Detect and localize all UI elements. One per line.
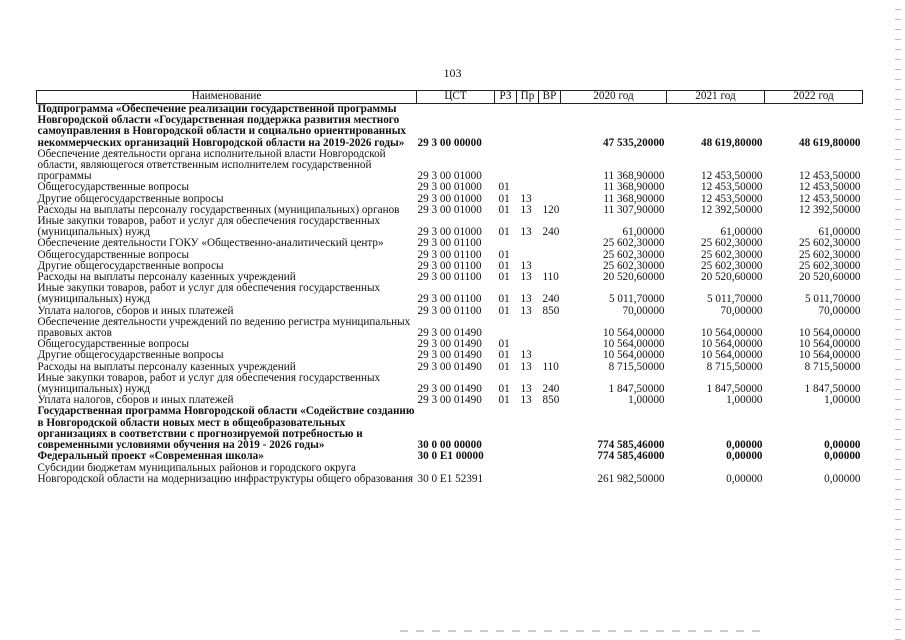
header-cst: ЦСТ: [417, 91, 495, 104]
row-vr: 240: [542, 383, 560, 396]
row-name: Федеральный проект «Современная школа»: [37, 450, 264, 463]
row-vr: [539, 451, 561, 462]
row-value-2022: 12 453,50000: [798, 192, 861, 205]
row-vr: 110: [542, 271, 559, 284]
header-2022: 2022 год: [765, 91, 863, 104]
row-vr: 240: [542, 226, 560, 239]
row-value-2021: 12 392,50000: [700, 203, 763, 216]
row-rz: 01: [498, 338, 510, 351]
row-value-2021: 1,00000: [726, 394, 763, 407]
row-pr: 13: [520, 203, 532, 216]
row-value-2021: 25 602,30000: [700, 259, 763, 272]
row-rz: 01: [498, 293, 510, 306]
row-cst: 30 0 00 00000: [417, 439, 482, 452]
row-value-2022: 25 602,30000: [798, 248, 861, 261]
row-vr: [539, 350, 561, 361]
row-pr: 13: [520, 349, 532, 362]
row-vr: [539, 463, 561, 485]
row-cst: 29 3 00 01000: [417, 170, 482, 183]
table-body: [37, 104, 863, 485]
row-name: Общегосударственные вопросы: [37, 181, 190, 194]
row-name: Подпрограмма «Обеспечение реализации государственной программы Новгородской области «Государственная поддержка развития местного самоуправления в Новгородской области и социально ориентированных некоммерческих организаций Новгородской области на 2019-2026 годы»: [37, 103, 407, 149]
row-cst: 29 3 00 01000: [417, 226, 482, 239]
header-pr: Пр: [517, 91, 539, 104]
row-cst: 29 3 00 00000: [417, 136, 482, 149]
row-value-2020: 10 564,00000: [602, 338, 665, 351]
row-value-2022: 25 602,30000: [798, 259, 861, 272]
table-row: [37, 283, 863, 305]
row-value-2020: 25 602,30000: [602, 259, 665, 272]
row-value-2022: 8 715,50000: [804, 360, 861, 373]
row-cst: 30 0 E1 00000: [417, 450, 484, 463]
row-value-2022: 12 453,50000: [798, 181, 861, 194]
row-value-2021: 12 453,50000: [700, 170, 763, 183]
row-pr: [517, 182, 539, 193]
row-value-2021: 10 564,00000: [700, 338, 763, 351]
row-value-2021: 61,00000: [720, 226, 763, 239]
row-pr: [517, 149, 539, 183]
row-cst: 29 3 00 01490: [417, 349, 482, 362]
row-rz: 01: [498, 203, 510, 216]
row-name: Обеспечение деятельности учреждений по ведению регистра муниципальных правовых актов: [37, 315, 411, 340]
row-pr: 13: [520, 360, 532, 373]
row-name: Уплата налогов, сборов и иных платежей: [37, 394, 234, 407]
row-value-2022: 12 392,50000: [798, 203, 861, 216]
row-value-2022: 5 011,70000: [804, 293, 861, 306]
row-value-2021: 25 602,30000: [700, 237, 763, 250]
row-value-2020: 1,00000: [628, 394, 665, 407]
row-rz: [495, 463, 517, 485]
row-value-2022: 10 564,00000: [798, 349, 861, 362]
row-name: Иные закупки товаров, работ и услуг для обеспечения государственных (муниципальных) нужд: [37, 371, 381, 396]
row-cst: 29 3 00 01100: [417, 304, 482, 317]
table-row: [37, 373, 863, 395]
row-value-2021: 48 619,80000: [700, 136, 763, 149]
row-rz: [495, 149, 517, 183]
row-value-2022: 10 564,00000: [798, 327, 861, 340]
row-cst: 29 3 00 01100: [417, 248, 482, 261]
row-value-2021: 5 011,70000: [706, 293, 763, 306]
table-row: [37, 463, 863, 485]
row-value-2021: 1 847,50000: [706, 383, 763, 396]
row-vr: [539, 250, 561, 261]
header-rz: РЗ: [495, 91, 517, 104]
row-rz: 01: [498, 349, 510, 362]
row-value-2020: 8 715,50000: [608, 360, 665, 373]
scan-edge-marks: [895, 0, 901, 640]
row-name: Обеспечение деятельности органа исполнительной власти Новгородской области, являющегося ответственным исполнителем государственной программы: [37, 147, 386, 183]
row-cst: 29 3 00 01490: [417, 394, 482, 407]
row-rz: 01: [498, 271, 510, 284]
row-pr: 13: [520, 226, 532, 239]
table-row: [37, 104, 863, 149]
row-pr: [517, 104, 539, 149]
table-header-row: [37, 91, 863, 104]
row-cst: 29 3 00 01100: [417, 237, 482, 250]
table-row: [37, 317, 863, 339]
row-value-2020: 47 535,20000: [602, 136, 665, 149]
row-value-2021: 10 564,00000: [700, 327, 763, 340]
row-value-2020: 11 307,90000: [603, 203, 665, 216]
row-value-2022: 0,00000: [824, 439, 861, 452]
row-name: Субсидии бюджетам муниципальных районов и городского округа Новгородской области на модернизацию инфраструктуры общего образования: [37, 461, 414, 485]
row-pr: 13: [520, 271, 532, 284]
row-pr: 13: [520, 259, 532, 272]
row-name: Обеспечение деятельности ГОКУ «Общественно-аналитический центр»: [37, 237, 384, 250]
row-vr: [539, 149, 561, 183]
row-rz: 01: [498, 304, 510, 317]
row-cst: 30 0 E1 52391: [417, 472, 484, 485]
row-rz: 01: [498, 226, 510, 239]
row-value-2021: 8 715,50000: [706, 360, 763, 373]
row-value-2020: 261 982,50000: [597, 472, 665, 485]
row-pr: 13: [520, 304, 532, 317]
row-cst: 29 3 00 01100: [417, 293, 482, 306]
row-vr: [539, 339, 561, 350]
row-rz: 01: [498, 181, 510, 194]
row-name: Общегосударственные вопросы: [37, 248, 190, 261]
row-value-2020: 10 564,00000: [602, 327, 665, 340]
row-rz: 01: [498, 360, 510, 373]
scan-bottom-marks: [400, 630, 760, 632]
row-cst: 29 3 00 01000: [417, 192, 482, 205]
header-2021: 2021 год: [667, 91, 765, 104]
row-vr: 120: [542, 203, 560, 216]
row-value-2020: 11 368,90000: [603, 181, 665, 194]
row-value-2021: 25 602,30000: [700, 248, 763, 261]
table-row: [37, 149, 863, 183]
row-pr: [517, 406, 539, 451]
row-value-2021: 0,00000: [726, 439, 763, 452]
row-pr: 13: [520, 383, 532, 396]
table-row: [37, 238, 863, 249]
table-row: [37, 216, 863, 238]
row-value-2020: 10 564,00000: [602, 349, 665, 362]
row-pr: 13: [520, 394, 532, 407]
row-name: Уплата налогов, сборов и иных платежей: [37, 304, 234, 317]
row-value-2022: 20 520,60000: [798, 271, 861, 284]
row-value-2020: 25 602,30000: [602, 237, 665, 250]
row-value-2020: 774 585,46000: [597, 439, 665, 452]
row-vr: [539, 406, 561, 451]
row-name: Другие общегосударственные вопросы: [37, 349, 224, 362]
row-value-2020: 774 585,46000: [597, 450, 665, 463]
row-vr: [539, 317, 561, 339]
row-pr: 13: [520, 293, 532, 306]
budget-table: [36, 90, 863, 485]
row-value-2020: 11 368,90000: [603, 192, 665, 205]
row-value-2020: 20 520,60000: [602, 271, 665, 284]
row-value-2021: 0,00000: [726, 450, 763, 463]
row-vr: 110: [542, 360, 559, 373]
row-cst: 29 3 00 01000: [417, 203, 482, 216]
row-rz: [495, 451, 517, 462]
row-value-2020: 70,00000: [622, 304, 665, 317]
row-vr: 850: [542, 394, 560, 407]
page-number: 103: [443, 66, 462, 80]
row-value-2021: 70,00000: [720, 304, 763, 317]
row-cst: 29 3 00 01000: [417, 181, 482, 194]
table-row: [37, 350, 863, 361]
table-row: [37, 406, 863, 451]
row-name: Расходы на выплаты персоналу казенных учреждений: [37, 271, 296, 284]
row-rz: 01: [498, 259, 510, 272]
row-cst: 29 3 00 01490: [417, 327, 482, 340]
row-value-2022: 1,00000: [824, 394, 861, 407]
row-value-2022: 1 847,50000: [804, 383, 861, 396]
row-vr: [539, 182, 561, 193]
row-pr: [517, 238, 539, 249]
row-value-2022: 61,00000: [818, 226, 861, 239]
row-rz: 01: [498, 248, 510, 261]
table-row: [37, 182, 863, 193]
row-rz: 01: [498, 394, 510, 407]
row-value-2022: 0,00000: [824, 472, 861, 485]
row-pr: [517, 463, 539, 485]
row-rz: 01: [498, 383, 510, 396]
row-cst: 29 3 00 01490: [417, 360, 482, 373]
table-row: [37, 451, 863, 462]
row-rz: 01: [498, 192, 510, 205]
row-value-2021: 20 520,60000: [700, 271, 763, 284]
row-pr: [517, 317, 539, 339]
row-name: Иные закупки товаров, работ и услуг для обеспечения государственных (муниципальных) нужд: [37, 215, 381, 239]
row-value-2020: 61,00000: [622, 226, 665, 239]
row-value-2021: 12 453,50000: [700, 192, 763, 205]
row-rz: [495, 104, 517, 149]
row-name: Иные закупки товаров, работ и услуг для обеспечения государственных (муниципальных) нужд: [37, 282, 381, 306]
row-value-2022: 0,00000: [824, 450, 861, 463]
row-value-2020: 25 602,30000: [602, 248, 665, 261]
row-value-2020: 5 011,70000: [608, 293, 665, 306]
row-value-2021: 10 564,00000: [700, 349, 763, 362]
header-2020: 2020 год: [561, 91, 667, 104]
row-value-2020: 11 368,90000: [603, 170, 665, 183]
row-cst: 29 3 00 01490: [417, 383, 482, 396]
row-value-2021: 0,00000: [726, 472, 763, 485]
row-value-2022: 48 619,80000: [798, 136, 861, 149]
row-value-2021: 12 453,50000: [700, 181, 763, 194]
row-name: Другие общегосударственные вопросы: [37, 259, 224, 272]
row-vr: [539, 238, 561, 249]
row-rz: [495, 238, 517, 249]
header-vr: ВР: [539, 91, 561, 104]
row-value-2022: 70,00000: [818, 304, 861, 317]
row-name: Расходы на выплаты персоналу государственных (муниципальных) органов: [37, 203, 400, 216]
row-cst: 29 3 00 01100: [417, 259, 482, 272]
row-vr: 240: [542, 293, 560, 306]
row-rz: [495, 406, 517, 451]
row-value-2022: 10 564,00000: [798, 338, 861, 351]
row-vr: 850: [542, 304, 560, 317]
row-pr: [517, 451, 539, 462]
row-name: Другие общегосударственные вопросы: [37, 192, 224, 205]
row-value-2022: 25 602,30000: [798, 237, 861, 250]
row-cst: 29 3 00 01490: [417, 338, 482, 351]
row-name: Общегосударственные вопросы: [37, 338, 190, 351]
row-pr: 13: [520, 192, 532, 205]
row-cst: 29 3 00 01100: [417, 271, 482, 284]
row-value-2022: 12 453,50000: [798, 170, 861, 183]
row-vr: [539, 104, 561, 149]
row-rz: [495, 317, 517, 339]
header-name: Наименование: [37, 91, 417, 104]
row-value-2020: 1 847,50000: [608, 383, 665, 396]
row-name: Государственная программа Новгородской области «Содействие созданию в Новгородской области новых мест в общеобразовательных организациях в соответствии с прогнозируемой потребностью и современными условиями обучения на 2019 - 2026 годы»: [37, 405, 415, 452]
row-name: Расходы на выплаты персоналу казенных учреждений: [37, 360, 296, 373]
